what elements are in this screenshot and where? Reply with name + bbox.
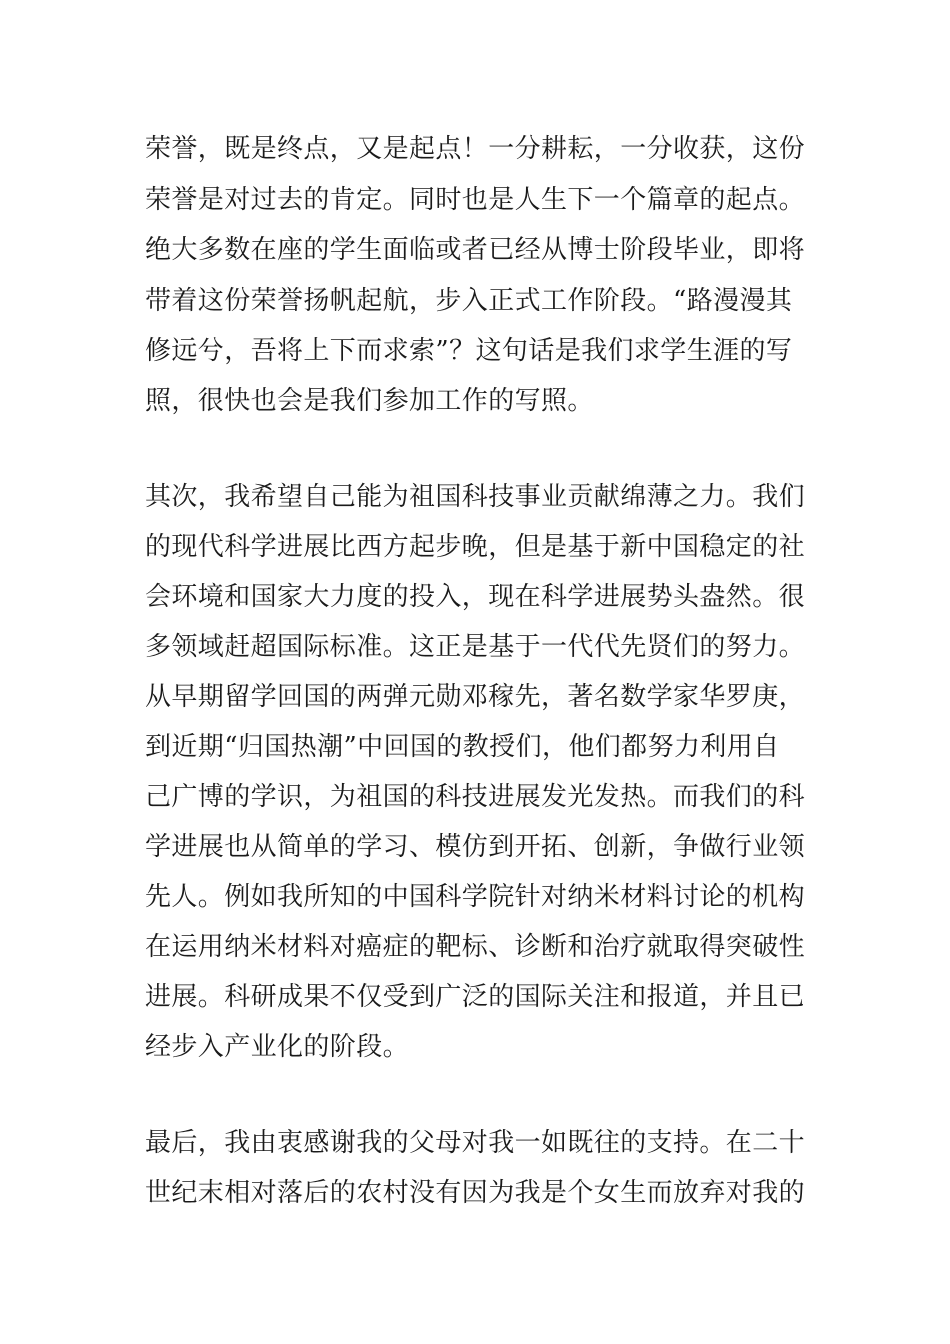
text-line: 到近期“归国热潮”中回国的教授们，他们都努力利用自: [145, 732, 780, 762]
text-line: 世纪末相对落后的农村没有因为我是个女生而放弃对我的: [145, 1178, 806, 1208]
text-line: 多领域赶超国际标准。这正是基于一代代先贤们的努力。: [145, 632, 806, 662]
text-line: 的现代科学进展比西方起步晚，但是基于新中国稳定的社: [145, 532, 806, 562]
text-line: 从早期留学回国的两弹元勋邓稼先，著名数学家华罗庚，: [145, 682, 806, 712]
text-line: 学进展也从简单的学习、模仿到开拓、创新，争做行业领: [145, 832, 806, 862]
text-line: 照，很快也会是我们参加工作的写照。: [145, 386, 594, 416]
text-line: 修远兮，吾将上下而求索”？这句话是我们求学生涯的写: [145, 336, 793, 366]
text-line: 先人。例如我所知的中国科学院针对纳米材料讨论的机构: [145, 882, 806, 912]
text-line: 己广博的学识，为祖国的科技进展发光发热。而我们的科: [145, 782, 806, 812]
text-line: 绝大多数在座的学生面临或者已经从博士阶段毕业，即将: [145, 235, 806, 265]
text-line: 最后，我由衷感谢我的父母对我一如既往的支持。在二十: [145, 1128, 806, 1158]
text-line: 在运用纳米材料对癌症的靶标、诊断和治疗就取得突破性: [145, 932, 806, 962]
text-line: 会环境和国家大力度的投入，现在科学进展势头盎然。很: [145, 582, 806, 612]
text-line: 其次，我希望自己能为祖国科技事业贡献绵薄之力。我们: [145, 482, 806, 512]
text-line: 经步入产业化的阶段。: [145, 1032, 410, 1062]
text-line: 荣誉，既是终点，又是起点！一分耕耘，一分收获，这份: [145, 134, 806, 164]
text-line: 带着这份荣誉扬帆起航，步入正式工作阶段。“路漫漫其: [145, 286, 793, 316]
text-line: 荣誉是对过去的肯定。同时也是人生下一个篇章的起点。: [145, 185, 806, 215]
text-line: 进展。科研成果不仅受到广泛的国际关注和报道，并且已: [145, 982, 806, 1012]
